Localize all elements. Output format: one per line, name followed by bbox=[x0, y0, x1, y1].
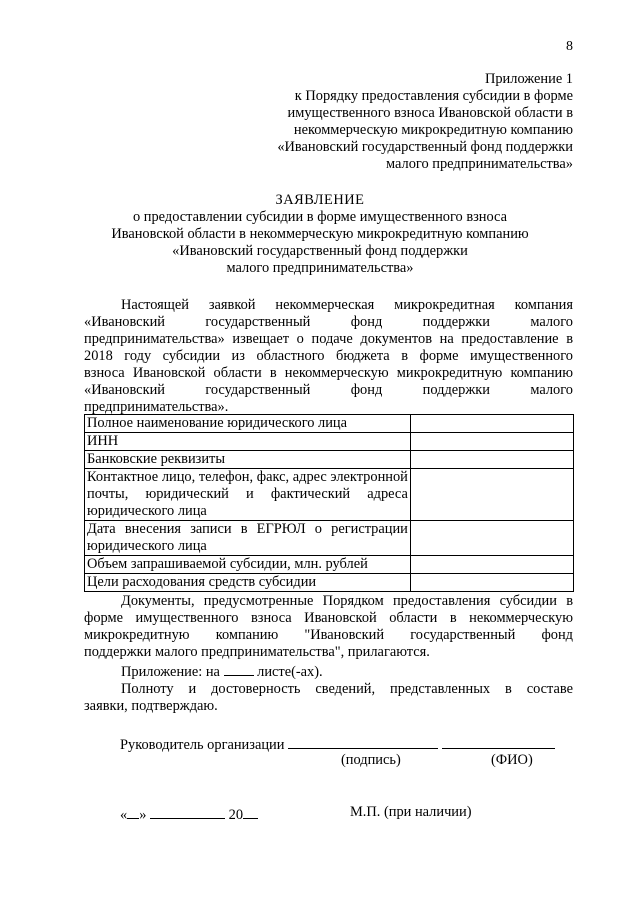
attachment-suffix: листе(-ах). bbox=[257, 664, 323, 680]
intro-line: предпринимательства» извещает о подаче документов на предоставление в bbox=[84, 331, 573, 347]
field-value-cell[interactable] bbox=[410, 433, 573, 451]
field-label: ИНН bbox=[85, 433, 411, 451]
field-label: Полное наименование юридического лица bbox=[85, 415, 411, 433]
field-value-cell[interactable] bbox=[410, 469, 573, 521]
signature-caption: (подпись) bbox=[341, 752, 401, 768]
page-number: 8 bbox=[566, 39, 573, 54]
table-row bbox=[85, 451, 574, 469]
field-value-cell[interactable] bbox=[410, 574, 573, 592]
stamp-label: М.П. (при наличии) bbox=[350, 804, 472, 820]
documents-line: поддержки малого предпринимательства", прилагаются. bbox=[84, 644, 430, 660]
field-value-cell[interactable] bbox=[410, 521, 573, 556]
appendix-line: к Порядку предоставления субсидии в форме bbox=[294, 88, 573, 104]
signature-row bbox=[120, 734, 555, 754]
fio-blank[interactable] bbox=[442, 734, 555, 749]
documents-line: форме имущественного взноса Ивановской области в некоммерческую bbox=[84, 610, 573, 626]
intro-line: «Ивановский государственный фонд поддержки малого bbox=[84, 314, 573, 330]
document-subtitle-line: о предоставлении субсидии в форме имущественного взноса bbox=[132, 209, 508, 225]
appendix-line: Приложение 1 bbox=[484, 71, 573, 87]
month-blank[interactable] bbox=[150, 804, 225, 819]
table-row bbox=[85, 521, 574, 556]
table-row bbox=[85, 433, 574, 451]
document-subtitle-line: Ивановской области в некоммерческую микрокредитную компанию bbox=[111, 226, 529, 242]
table-row bbox=[85, 574, 574, 592]
document-title-block bbox=[60, 192, 580, 277]
field-value-cell[interactable] bbox=[410, 556, 573, 574]
documents-line: микрокредитную компанию "Ивановский государственный фонд bbox=[84, 627, 573, 643]
document-subtitle-line: малого предпринимательства» bbox=[226, 260, 414, 276]
intro-line: Настоящей заявкой некоммерческая микрокредитная компания bbox=[121, 297, 573, 313]
attachment-line bbox=[84, 661, 573, 681]
application-form-table bbox=[84, 414, 574, 592]
date-quote-close: » bbox=[139, 807, 147, 823]
field-label: Контактное лицо, телефон, факс, адрес электронной почты, юридический и фактический адреса юридического лица bbox=[85, 469, 411, 521]
field-value-cell[interactable] bbox=[410, 451, 573, 469]
appendix-header bbox=[230, 71, 573, 173]
table-row bbox=[85, 556, 574, 574]
field-label: Объем запрашиваемой субсидии, млн. рублей bbox=[85, 556, 411, 574]
field-label: Банковские реквизиты bbox=[85, 451, 411, 469]
date-quote-open: « bbox=[120, 807, 128, 823]
table-row bbox=[85, 469, 574, 521]
appendix-line: «Ивановский государственный фонд поддержки bbox=[277, 139, 573, 155]
table-row bbox=[85, 415, 574, 433]
intro-line: взноса Ивановской области в некоммерческую микрокредитную компанию bbox=[84, 365, 573, 381]
appendix-line: имущественного взноса Ивановской области в bbox=[287, 105, 573, 121]
field-label: Цели расходования средств субсидии bbox=[85, 574, 411, 592]
fio-caption: (ФИО) bbox=[491, 752, 533, 768]
document-subtitle-line: «Ивановский государственный фонд поддержки bbox=[172, 243, 468, 259]
year-prefix: 20 bbox=[228, 807, 244, 823]
sheets-count-blank[interactable] bbox=[224, 661, 254, 676]
date-row bbox=[120, 804, 258, 824]
signature-blank[interactable] bbox=[288, 734, 438, 749]
documents-line: Документы, предусмотренные Порядком предоставления субсидии в bbox=[121, 593, 573, 609]
field-label: Дата внесения записи в ЕГРЮЛ о регистрации юридического лица bbox=[85, 521, 411, 556]
intro-line: 2018 году субсидии из областного бюджета в форме имущественного bbox=[84, 348, 573, 364]
document-title: ЗАЯВЛЕНИЕ bbox=[275, 192, 365, 208]
intro-line: «Ивановский государственный фонд поддержки малого bbox=[84, 382, 573, 398]
signature-label: Руководитель организации bbox=[120, 737, 285, 753]
appendix-line: некоммерческую микрокредитную компанию bbox=[293, 122, 573, 138]
confirm-line: заявки, подтверждаю. bbox=[84, 698, 218, 714]
appendix-line: малого предпринимательства» bbox=[386, 156, 573, 172]
field-value-cell[interactable] bbox=[410, 415, 573, 433]
intro-line: предпринимательства». bbox=[84, 399, 229, 415]
day-blank[interactable] bbox=[127, 804, 139, 819]
intro-paragraph bbox=[84, 297, 573, 416]
confirm-line: Полноту и достоверность сведений, представленных в составе bbox=[121, 681, 573, 697]
documents-section bbox=[84, 593, 573, 715]
year-blank[interactable] bbox=[243, 804, 258, 819]
attachment-prefix: Приложение: на bbox=[121, 664, 220, 680]
